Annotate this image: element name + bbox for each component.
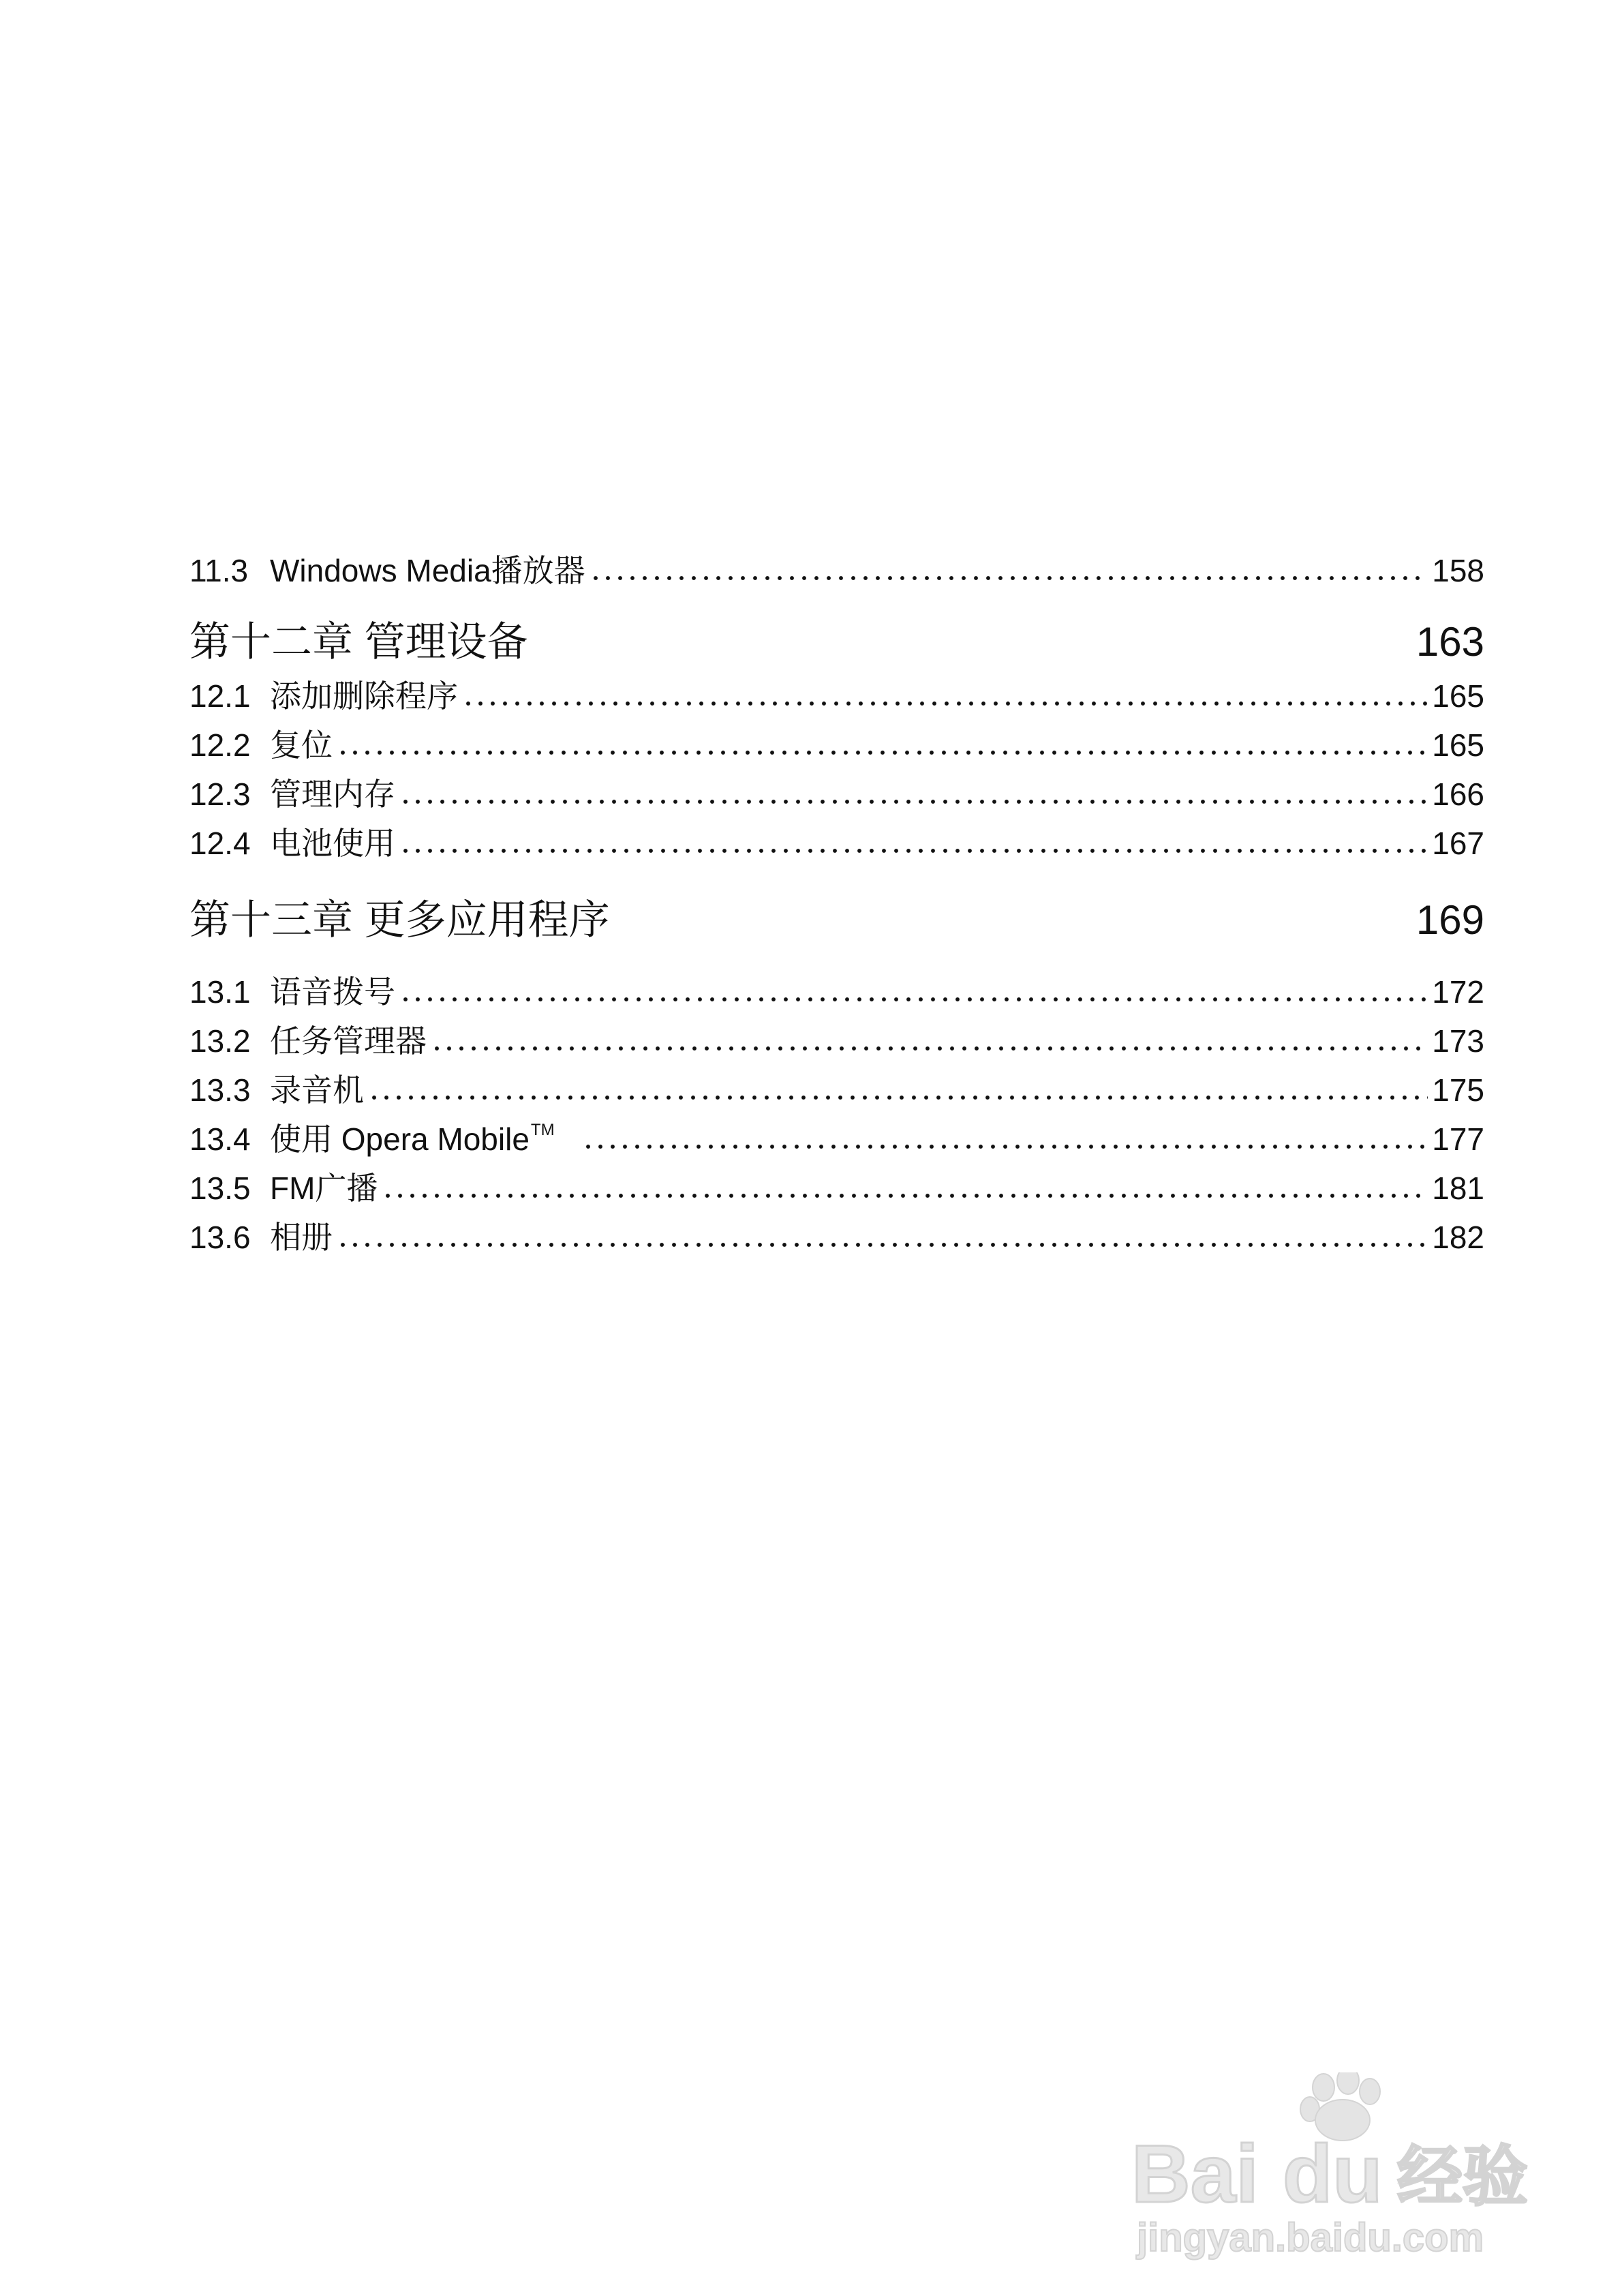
page-number: 177	[1432, 1121, 1484, 1157]
section-title: 添加删除程序	[270, 678, 458, 714]
toc-entry[interactable]	[189, 762, 1484, 810]
section-number: 12.1	[189, 678, 251, 714]
trademark-mark: TM	[530, 1121, 555, 1139]
section-title: 复位	[270, 727, 333, 763]
chapter-page-number: 163	[1416, 619, 1484, 665]
section-number: 12.4	[189, 826, 251, 861]
dot-leader	[368, 1095, 1428, 1100]
section-number: 12.3	[189, 776, 251, 812]
dot-leader	[462, 701, 1428, 706]
section-title: FM广播	[270, 1170, 378, 1206]
page-number: 173	[1432, 1023, 1484, 1059]
watermark-brand-du: du	[1283, 2128, 1383, 2220]
section-title-text: 使用 Opera Mobile	[270, 1121, 530, 1157]
page-number: 165	[1432, 727, 1484, 763]
chapter-heading[interactable]	[189, 886, 1484, 941]
toc-entry[interactable]	[189, 1205, 1484, 1253]
section-number: 11.3	[189, 553, 249, 588]
dot-leader	[382, 1193, 1428, 1198]
toc-entry[interactable]	[189, 1107, 1484, 1155]
dot-leader	[337, 750, 1428, 755]
page-number: 175	[1432, 1072, 1484, 1108]
dot-leader	[399, 799, 1428, 804]
section-number: 13.4	[189, 1121, 251, 1157]
dot-leader	[431, 1046, 1428, 1051]
toc-entry[interactable]	[189, 1009, 1484, 1057]
section-title: 相册	[270, 1220, 333, 1255]
page-number: 172	[1432, 974, 1484, 1010]
section-title: 语音拨号	[270, 974, 395, 1010]
page-number: 166	[1432, 776, 1484, 812]
section-title	[270, 1122, 555, 1155]
dot-leader	[590, 575, 1428, 581]
section-title: 任务管理器	[270, 1023, 427, 1059]
section-number: 13.3	[189, 1072, 251, 1108]
toc-entry[interactable]	[189, 713, 1484, 761]
watermark-brand-cn: 经验	[1397, 2139, 1528, 2215]
baidu-jingyan-watermark	[1131, 2072, 1554, 2270]
section-number: 13.2	[189, 1023, 251, 1059]
chapter-page-number: 169	[1416, 897, 1484, 943]
toc-entry[interactable]	[189, 539, 1484, 586]
watermark-url: jingyan.baidu.com	[1137, 2216, 1484, 2260]
toc-entry[interactable]	[189, 1156, 1484, 1204]
chapter-title: 第十三章 更多应用程序	[189, 897, 610, 943]
chapter-title: 第十二章 管理设备	[189, 619, 528, 665]
dot-leader	[399, 997, 1428, 1002]
section-number: 12.2	[189, 727, 251, 763]
dot-leader	[337, 1242, 1428, 1248]
page-number: 182	[1432, 1220, 1484, 1255]
page-number: 165	[1432, 678, 1484, 714]
page-number: 167	[1432, 826, 1484, 861]
dot-leader	[582, 1144, 1428, 1149]
section-number: 13.5	[189, 1170, 251, 1206]
dot-leader	[399, 848, 1428, 854]
toc-entry[interactable]	[189, 960, 1484, 1008]
page-number: 158	[1432, 553, 1484, 588]
page-number: 181	[1432, 1170, 1484, 1206]
section-number: 13.1	[189, 974, 251, 1010]
section-number: 13.6	[189, 1220, 251, 1255]
toc-entry[interactable]	[189, 811, 1484, 859]
section-title: 电池使用	[270, 826, 395, 861]
section-title: 录音机	[270, 1072, 364, 1108]
watermark-brand: Bai	[1131, 2128, 1259, 2220]
section-title: 管理内存	[270, 776, 395, 812]
toc-entry[interactable]	[189, 1058, 1484, 1106]
toc-entry[interactable]	[189, 664, 1484, 712]
chapter-heading[interactable]	[189, 608, 1484, 663]
section-title: Windows Media播放器	[270, 553, 585, 588]
